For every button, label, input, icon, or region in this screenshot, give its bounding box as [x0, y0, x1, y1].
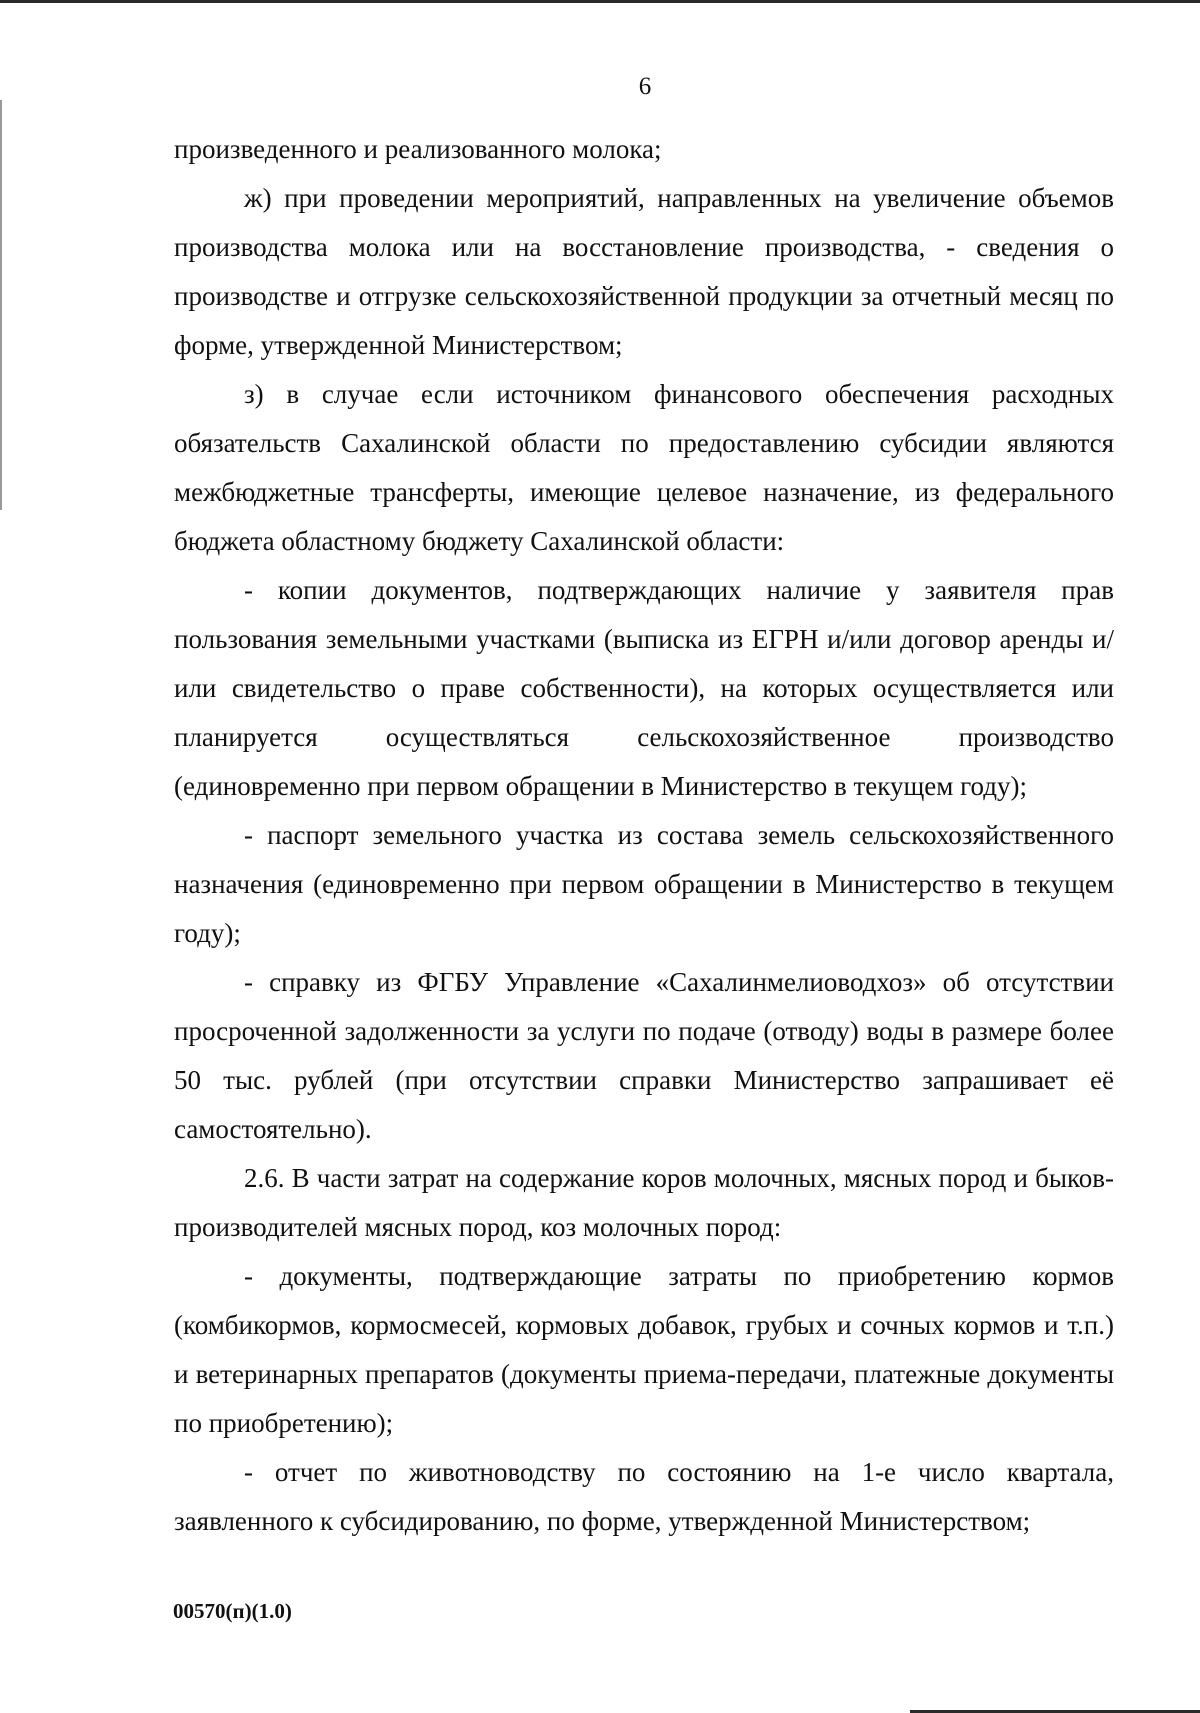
scan-edge-left	[0, 100, 2, 510]
paragraph-land-passport: - паспорт земельного участка из состава земель сельскохозяйственного назначения (единовременно при первом обращении в Министерство в текущем году);	[174, 820, 1114, 948]
document-code: 00570(п)(1.0)	[173, 1599, 292, 1623]
paragraph-continuation: произведенного и реализованного молока;	[174, 134, 662, 164]
paragraph-item-z: з) в случае если источником финансового обеспечения расходных обязательств Сахалинской области по предоставлению субсидии являются межбюджетные трансферты, имеющие целевое назначение, из федерального бюджета областному бюджету Сахалинской области:	[174, 379, 1114, 556]
paragraph-water-certificate: - справку из ФГБУ Управление «Сахалинмелиоводхоз» об отсутствии просроченной задолженности за услуги по подаче (отводу) воды в размере более 50 тыс. рублей (при отсутствии справки Министерство запрашивает её самостоятельно).	[174, 967, 1114, 1144]
scan-edge-top	[0, 0, 1200, 3]
paragraph-item-zh: ж) при проведении мероприятий, направленных на увеличение объемов производства молока или на восстановление производства, - сведения о производстве и отгрузке сельскохозяйственной продукции за отчетный месяц по форме, утвержденной Министерством;	[174, 183, 1114, 360]
paragraph-land-documents: - копии документов, подтверждающих наличие у заявителя прав пользования земельными участками (выписка из ЕГРН и/или договор аренды и/или свидетельство о праве собственности), на которых осуществляется или планируется осуществляться сельскохозяйственное производство (единовременно при первом обращении в Министерство в текущем году);	[174, 575, 1114, 801]
page-number: 6	[638, 73, 652, 100]
document-body	[174, 125, 1114, 1546]
paragraph-section-2-6: 2.6. В части затрат на содержание коров молочных, мясных пород и быков-производителей мясных пород, коз молочных пород:	[174, 1163, 1114, 1242]
paragraph-feed-documents: - документы, подтверждающие затраты по приобретению кормов (комбикормов, кормосмесей, кормовых добавок, грубых и сочных кормов и т.п.) и ветеринарных препаратов (документы приема-передачи, платежные документы по приобретению);	[174, 1261, 1114, 1438]
paragraph-livestock-report: - отчет по животноводству по состоянию на 1-е число квартала, заявленного к субсидированию, по форме, утвержденной Министерством;	[174, 1457, 1114, 1536]
